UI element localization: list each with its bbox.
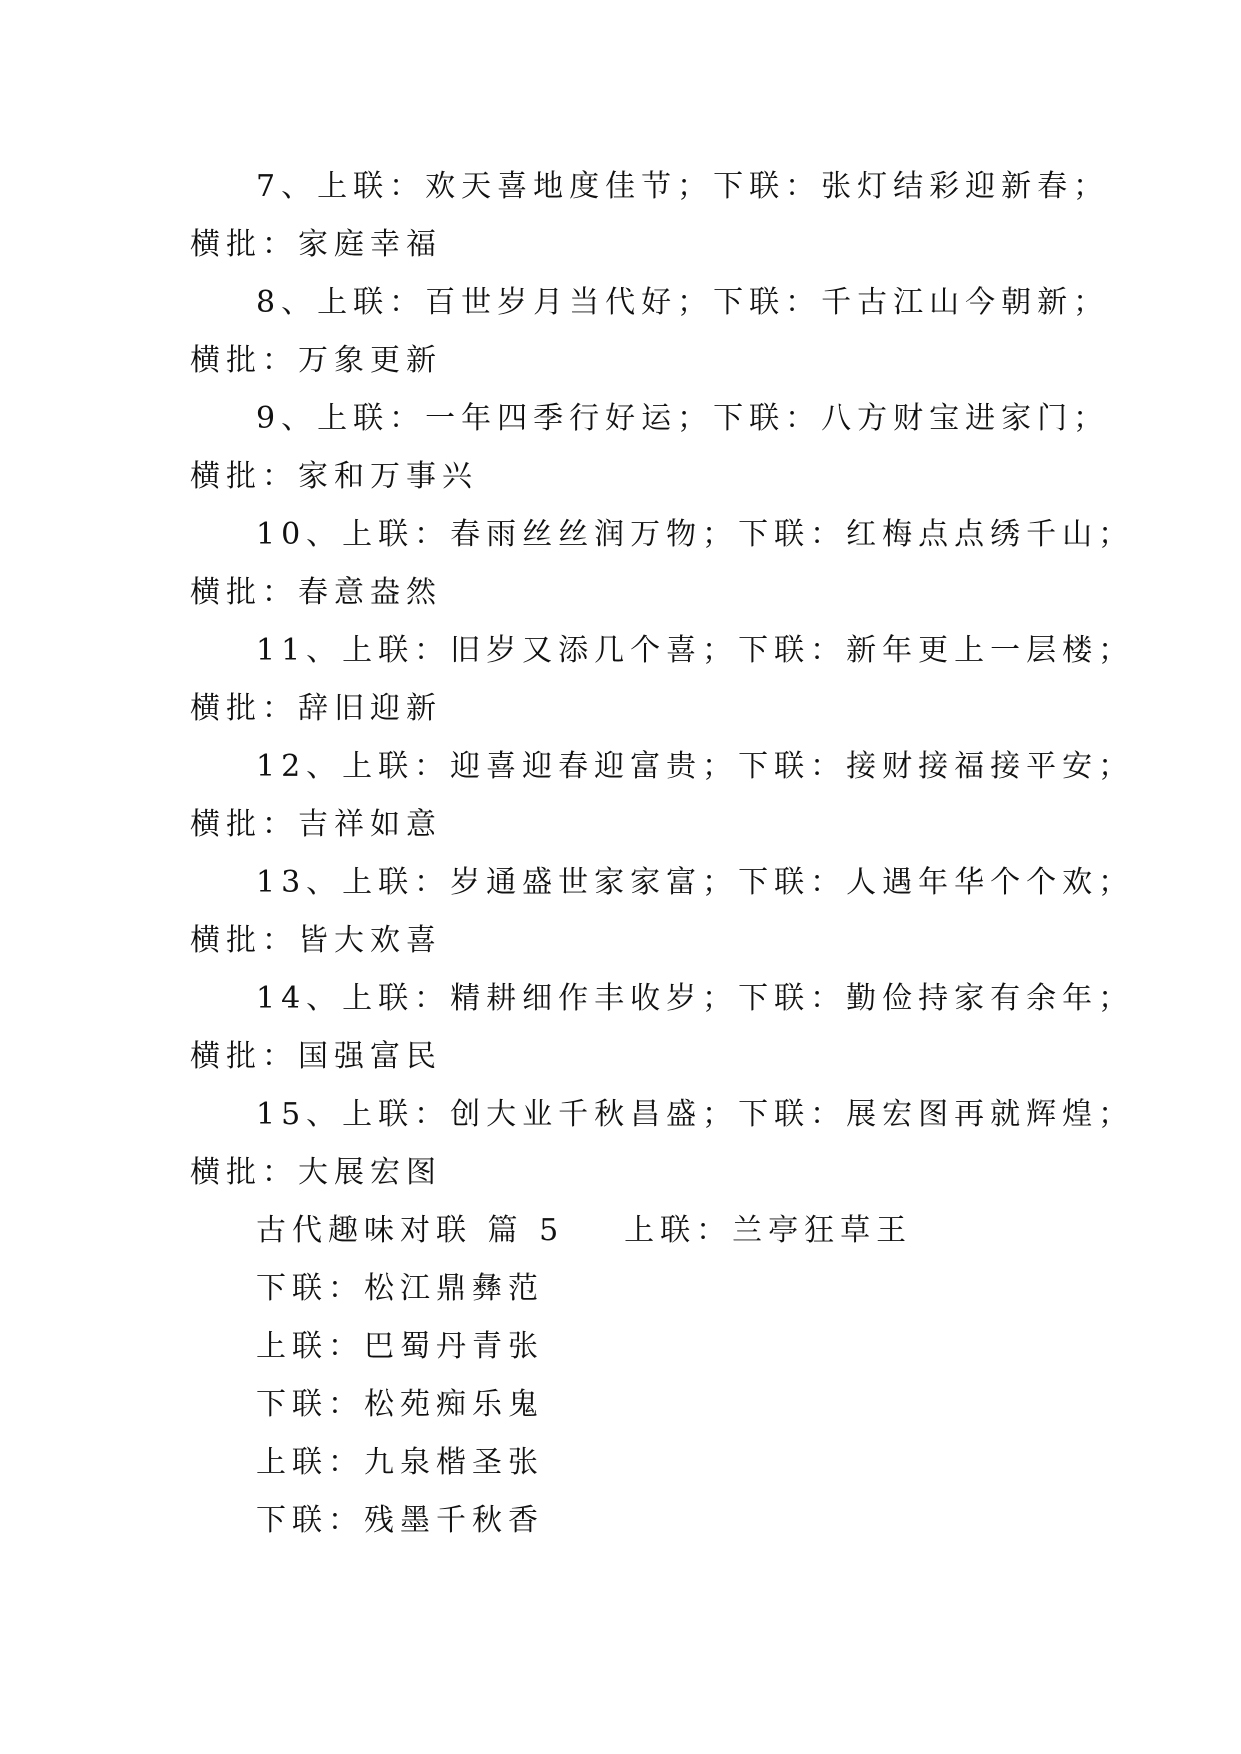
couplet-line: 11、上联：旧岁又添几个喜；下联：新年更上一层楼； bbox=[256, 633, 1135, 668]
couplet-line: 9、上联：一年四季行好运；下联：八方财宝进家门； bbox=[256, 401, 1110, 436]
couplet-banner: 横批：春意盎然 bbox=[190, 575, 442, 610]
couplet-line: 14、上联：精耕细作丰收岁；下联：勤俭持家有余年； bbox=[256, 981, 1135, 1016]
section-first-couplet: 上联：兰亭狂草王 bbox=[624, 1213, 913, 1248]
couplet-banner: 横批：家和万事兴 bbox=[190, 459, 478, 494]
couplet-banner: 横批：万象更新 bbox=[190, 343, 442, 378]
couplet-banner: 横批：家庭幸福 bbox=[190, 227, 442, 262]
couplet-line: 10、上联：春雨丝丝润万物；下联：红梅点点绣千山； bbox=[256, 517, 1135, 552]
pair-line: 上联：巴蜀丹青张 bbox=[256, 1329, 544, 1364]
couplet-line: 15、上联：创大业千秋昌盛；下联：展宏图再就辉煌； bbox=[256, 1097, 1135, 1132]
couplet-banner: 横批：大展宏图 bbox=[190, 1155, 442, 1190]
pair-line: 下联：松苑痴乐鬼 bbox=[256, 1387, 544, 1422]
couplet-banner: 横批：皆大欢喜 bbox=[190, 923, 442, 958]
pair-line: 下联：松江鼎彝范 bbox=[256, 1271, 544, 1306]
section-heading-line bbox=[190, 1202, 1070, 1260]
couplet-banner: 横批：辞旧迎新 bbox=[190, 691, 442, 726]
section-title: 古代趣味对联 篇 5 bbox=[256, 1213, 565, 1248]
document-body bbox=[190, 158, 1135, 1550]
couplet-line: 8、上联：百世岁月当代好；下联：千古江山今朝新； bbox=[256, 285, 1110, 320]
pair-line: 下联：残墨千秋香 bbox=[256, 1503, 544, 1538]
pair-line: 上联：九泉楷圣张 bbox=[256, 1445, 544, 1480]
couplet-banner: 横批：吉祥如意 bbox=[190, 807, 442, 842]
couplet-line: 13、上联：岁通盛世家家富；下联：人遇年华个个欢； bbox=[256, 865, 1135, 900]
couplet-line: 12、上联：迎喜迎春迎富贵；下联：接财接福接平安； bbox=[256, 749, 1135, 784]
couplet-line: 7、上联：欢天喜地度佳节；下联：张灯结彩迎新春； bbox=[256, 169, 1110, 204]
couplet-banner: 横批：国强富民 bbox=[190, 1039, 442, 1074]
